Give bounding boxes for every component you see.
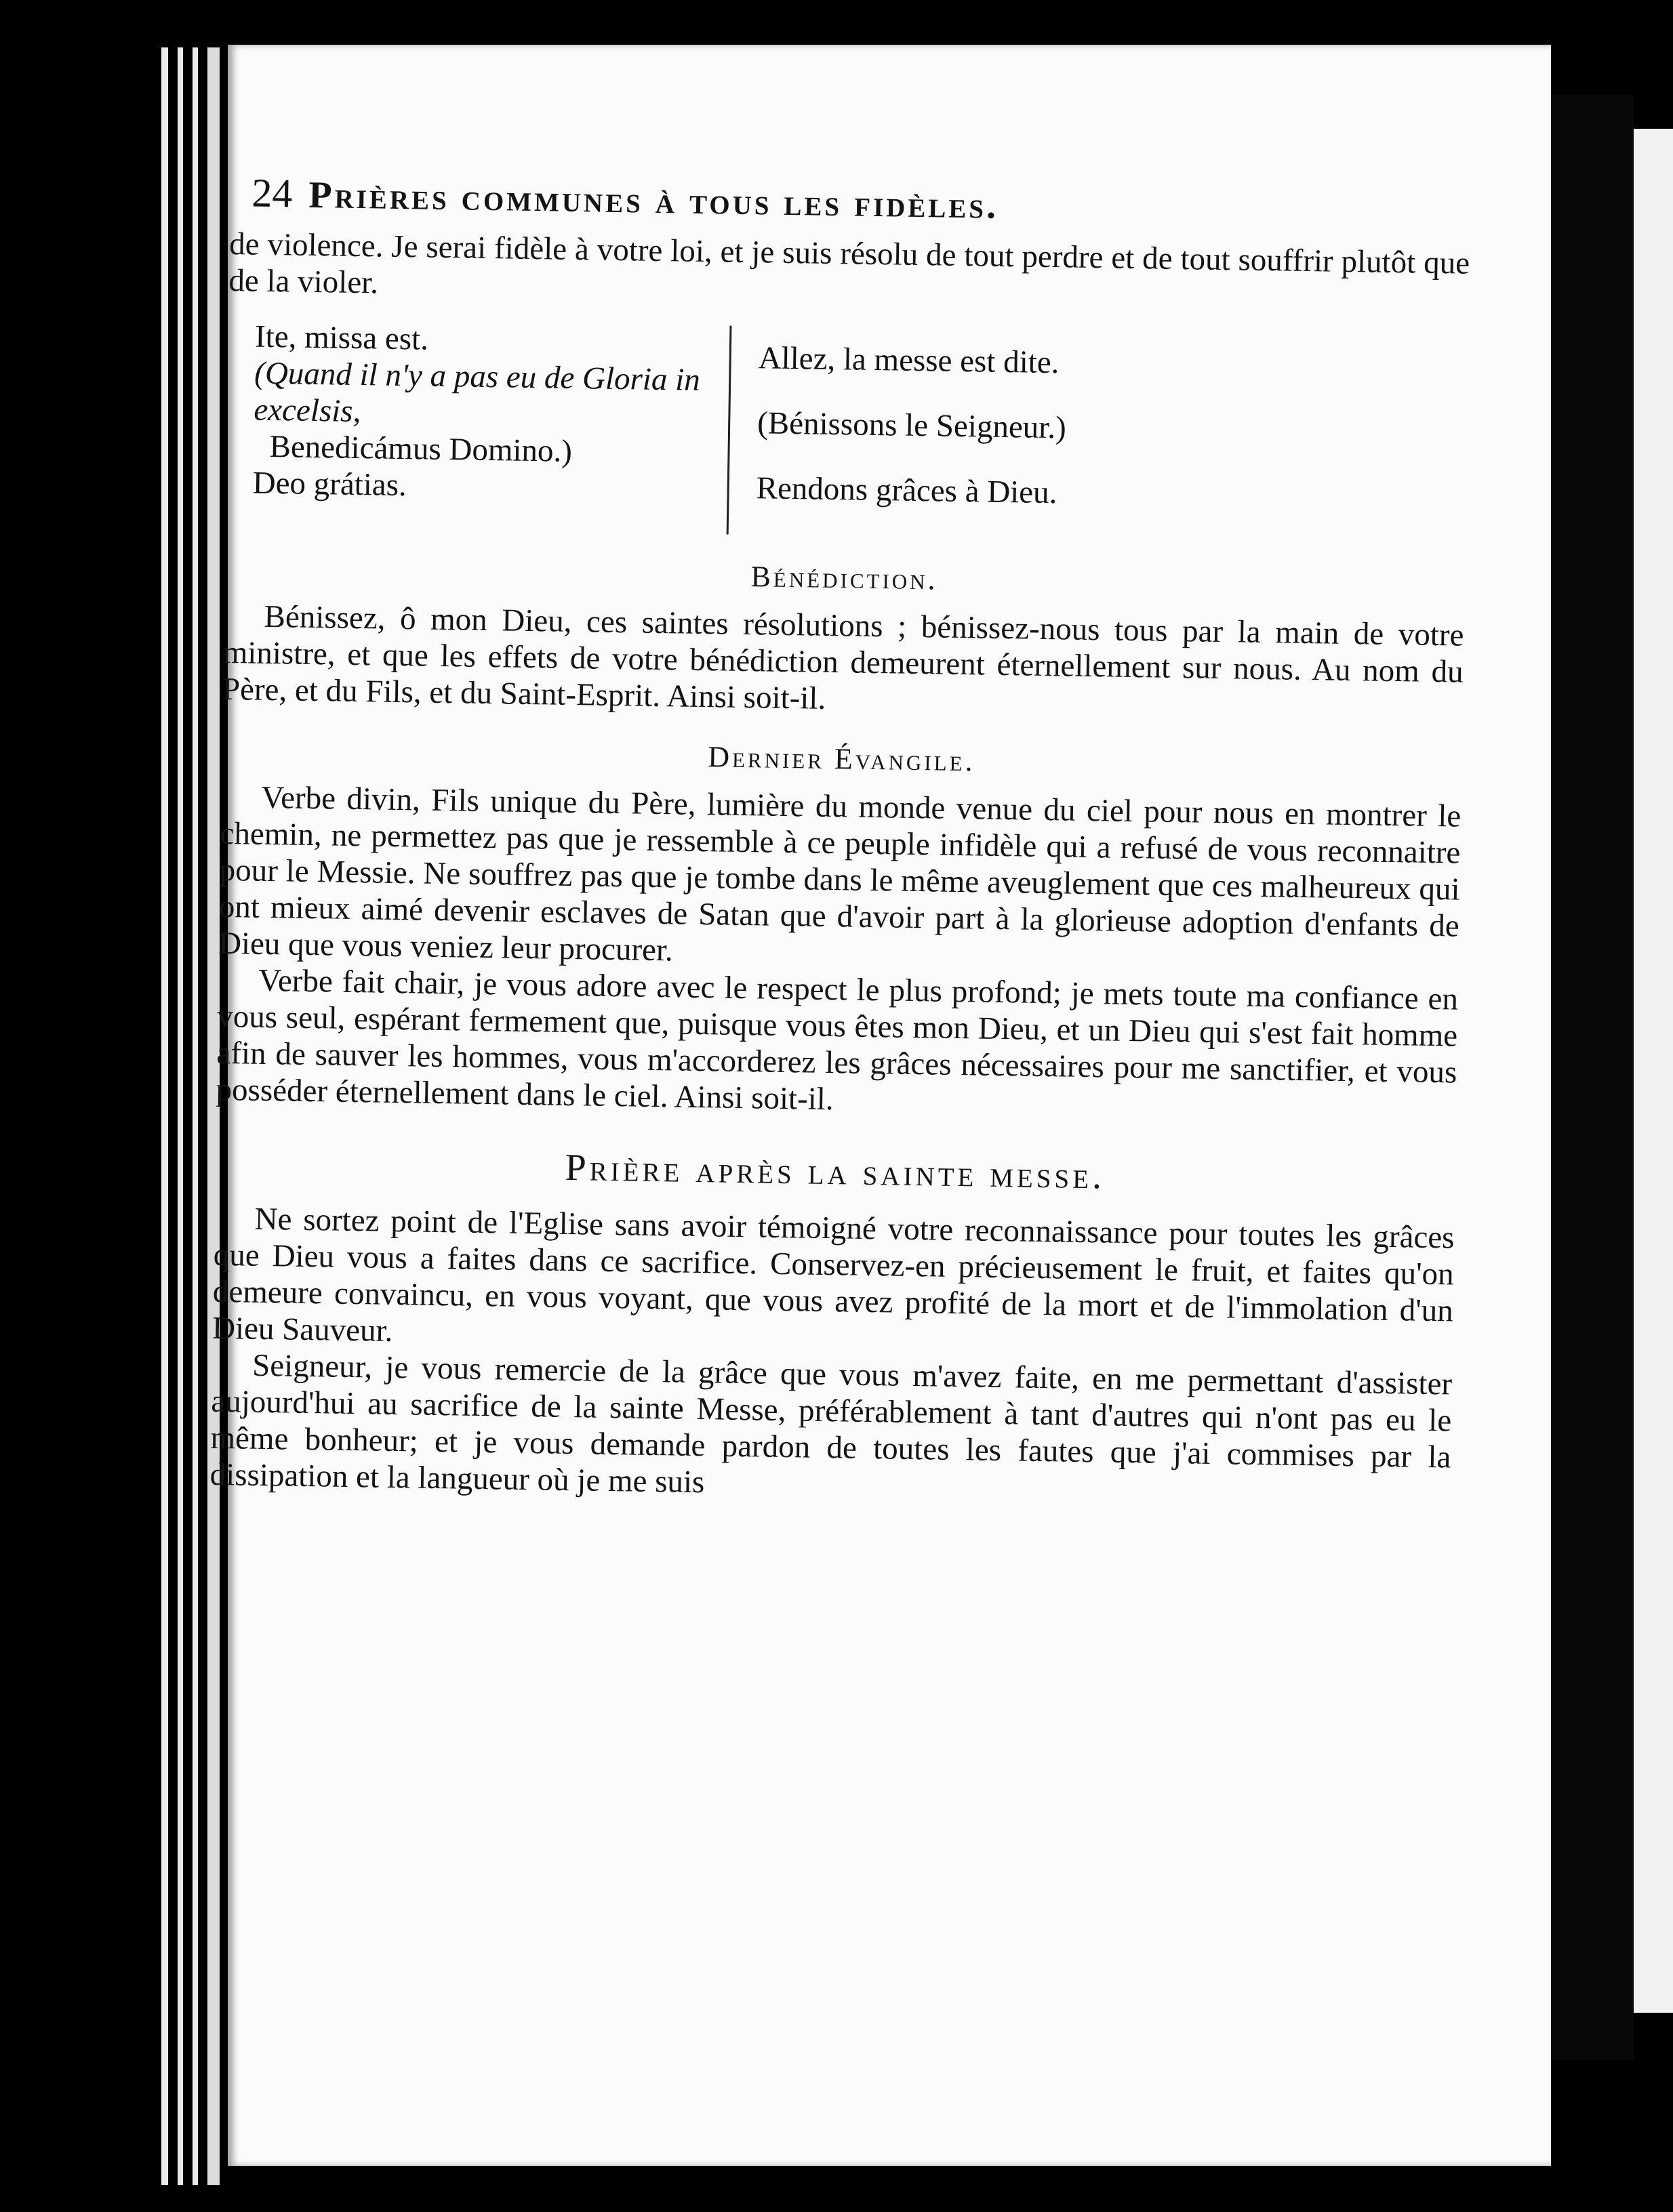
book-edge-line <box>193 47 198 2185</box>
french-line: (Bénissons le Seigneur.) <box>757 405 1067 446</box>
latin-rubric: (Quand il n'y a pas eu de Gloria in excelsis, <box>254 355 701 430</box>
latin-line: Ite, missa est. <box>254 319 429 357</box>
benediction-title: Bénédiction. <box>750 560 939 596</box>
latin-line: Benedicámus Domino.) <box>269 428 573 469</box>
french-column <box>756 326 1193 541</box>
book-edge-line <box>178 47 183 2185</box>
opening-paragraph: de violence. Je serai fidèle à votre loi, et je suis résolu de tout perdre et de tout souffrir plutôt que de la violer. <box>228 226 1470 301</box>
dismissal-dialog <box>225 318 1469 546</box>
column-divider <box>727 326 732 535</box>
french-line: Rendons grâces à Dieu. <box>756 470 1057 511</box>
evangile-paragraph: Verbe divin, Fils unique du Père, lumière du monde venue du ciel pour nous en montrer le chemin, ne permettez pas que je ressemble à ce peuple infidèle qui a refusé de vous reconnaitre pour le Messie. Ne souffrez pas que je tombe dans le même aveuglement que ces malheureux qui ont mieux aimé devenir esclaves de Satan que d'avoir part à la glorieuse adoption d'enfants de Dieu que vous veniez leur procurer. <box>218 779 1462 968</box>
facing-page-edge <box>1634 129 1673 2013</box>
priere-paragraph: Seigneur, je vous remercie de la grâce que vous m'avez faite, en me permettant d'assister aujourd'hui au sacrifice de la sainte Messe, préférablement à tant d'autres qui n'ont pas eu le même bonheur; et je vous demande pardon de toutes les fautes que j'ai commises par la dissipation et la langueur où je me suis <box>209 1347 1453 1500</box>
running-title: Prières communes à tous les fidèles. <box>308 173 999 227</box>
priere-paragraph: Ne sortez point de l'Eglise sans avoir témoigné votre reconnaissance pour toutes les grâces que Dieu vous a faites dans ce sacrifice. Conservez-en précieusement le fruit, et faites qu'on demeure convaincu, en vous voyant, que vous avez profité de la mort et de l'immolation d'un Dieu Sauveur. <box>211 1201 1455 1349</box>
book-edge-line <box>161 47 168 2185</box>
priere-apres-title: Prière après la sainte messe. <box>565 1146 1106 1197</box>
page-number: 24 <box>251 170 293 216</box>
page-content <box>209 169 1470 1513</box>
french-line: Allez, la messe est dite. <box>758 340 1060 381</box>
page-gutter-shadow <box>1551 95 1634 2060</box>
latin-column <box>225 318 717 534</box>
latin-line: Deo grátias. <box>252 465 407 504</box>
dernier-evangile-title: Dernier Évangile. <box>707 740 975 778</box>
benediction-paragraph: Bénissez, ô mon Dieu, ces saintes résolutions ; bénissez-nous tous par la main de votre ministre, et que les effets de votre bénédiction demeurent éternellement sur nous. Au nom du Père, et du Fils, et du Saint-Esprit. Ainsi soit-il. <box>222 598 1464 716</box>
evangile-paragraph: Verbe fait chair, je vous adore avec le respect le plus profond; je mets toute ma confiance en vous seul, espérant fermement que, puisque vous êtes mon Dieu, et un Dieu qui s'est fait homme afin de sauver les hommes, vous m'accorderez les grâces nécessaires pour me sanctifier, et vous posséder éternellement dans le ciel. Ainsi soit-il. <box>216 962 1459 1118</box>
